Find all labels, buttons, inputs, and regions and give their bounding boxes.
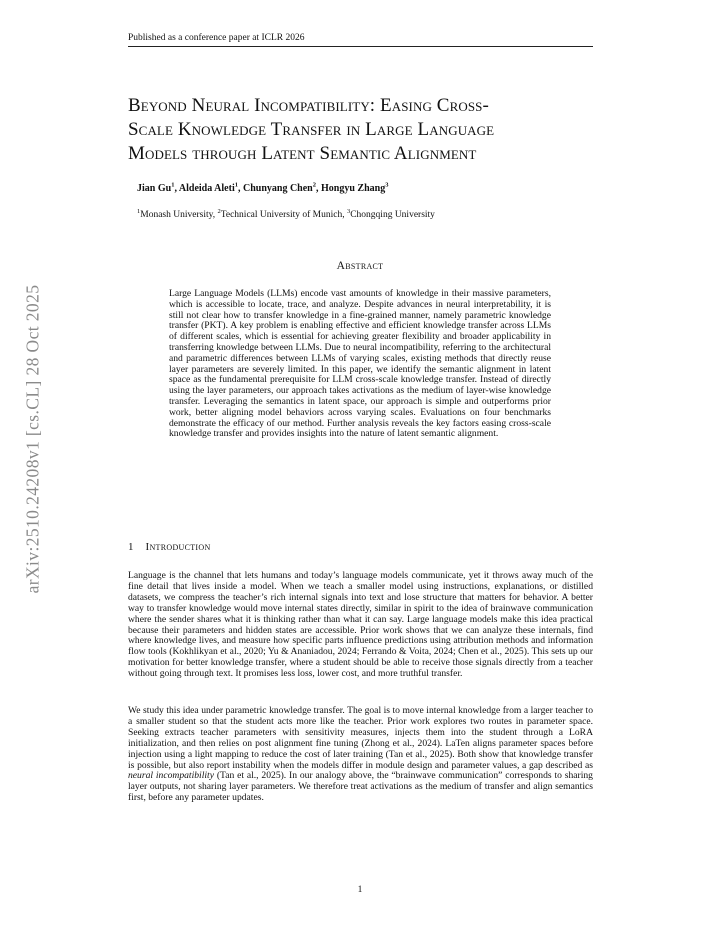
author-affiliation-mark: 2 (312, 181, 316, 189)
affiliation-mark: 2 (217, 207, 221, 215)
arxiv-identifier: arXiv:2510.24208v1 [cs.CL] 28 Oct 2025 (22, 284, 43, 594)
paper-title (128, 94, 598, 166)
page-number: 1 (357, 885, 363, 895)
author-list: Jian Gu$^1$, Aldeida Aleti$^1$, Chunyang Chen$^2$, Hongyu Zhang$^3$ (137, 181, 389, 194)
paragraph-text: We study this idea under parametric knowledge transfer. The goal is to move internal knowledge from a larger teacher to a smaller student so that the student acts more like the teacher. Prior work explores two routes in parameter space. Seeking extracts teacher parameters with sensitivity measures, injects them into the student through a LoRA initialization, and then relies on post alignment fine tuning (Zhong et al., 2024). LaTen aligns parameter spaces before injection using a light mapping to reduce the cost of later training (Tan et al., 2025). Both show that knowledge transfer is possible, but also report instability when the models differ in module design and parameter values, a gap described as (128, 705, 593, 771)
arxiv-sidebar-stamp (18, 264, 48, 614)
paragraph-text: (Tan et al., 2025). In our analogy above, the “brainwave communication” corresponds to sharing layer outputs, not sharing layer parameters. We therefore treat activations as the medium of transfer and align semantics first, before any parameter updates. (128, 770, 593, 804)
title-line-3: Models through Latent Semantic Alignment (128, 143, 477, 164)
author-affiliation-mark: 3 (385, 181, 389, 189)
header-rule (128, 46, 593, 47)
author-affiliation-mark: 1 (171, 181, 175, 189)
intro-paragraph-2 (128, 706, 593, 804)
author-name: Aldeida Aleti (178, 183, 235, 194)
affiliations (137, 207, 435, 220)
affiliation-mark: 1 (137, 207, 141, 215)
section-heading (128, 541, 211, 553)
emphasized-term: neural incompatibility (128, 770, 214, 782)
affiliation-name: Technical University of Munich, (220, 210, 347, 220)
author-name: Hongyu Zhang (321, 183, 386, 194)
affiliation-name: Chongqing University (350, 210, 435, 220)
section-title: Introduction (145, 541, 211, 553)
section-number: 1 (128, 541, 134, 553)
title-line-1: Beyond Neural Incompatibility: Easing Cross- (128, 95, 489, 116)
affiliation-name: Monash University, (140, 210, 218, 220)
running-header: Published as a conference paper at ICLR 2026 (128, 33, 305, 43)
intro-paragraph-1: Language is the channel that lets humans and today’s language models communicate, yet it throws away much of the fine detail that lives inside a model. When we teach a smaller model using instructions, explanations, or distilled datasets, we compress the teacher’s rich internal signals into text and lose structure that matters for behavior. A better way to transfer knowledge would move internal states directly, similar in spirit to the idea of brainwave communication where the sender shares what it is thinking rather than what it can say. Large language models make this idea practical because their parameters and hidden states are accessible. Prior work shows that we can analyze these internals, find where knowledge lives, and measure how specific parts influence predictions using attribution methods and information flow tools (Kokhlikyan et al., 2020; Yu & Ananiadou, 2024; Ferrando & Voita, 2024; Chen et al., 2025). This sets up our motivation for better knowledge transfer, where a student should be able to receive those signals directly from a teacher without going through text. It promises less loss, lower cost, and more truthful transfer. (128, 570, 593, 680)
title-line-2: Scale Knowledge Transfer in Large Language (128, 119, 495, 140)
abstract-text: Large Language Models (LLMs) encode vast amounts of knowledge in their massive parameters, which is accessible to locate, trace, and analyze. Despite advances in neural interpretability, it is still not clear how to transfer knowledge in a fine-grained manner, namely parametric knowledge transfer (PKT). A key problem is enabling effective and efficient knowledge transfer across LLMs of different scales, which is essential for achieving greater flexibility and broader applicability in transferring knowledge between LLMs. Due to neural incompatibility, referring to the architectural and parametric differences between LLMs of varying scales, existing methods that directly reuse layer parameters are severely limited. In this paper, we identify the semantic alignment in latent space as the fundamental prerequisite for LLM cross-scale knowledge transfer. Instead of directly using the layer parameters, our approach takes activations as the medium of layer-wise knowledge transfer. Leveraging the semantics in latent space, our approach is simple and outperforms prior work, better aligning model behaviors across varying scales. Evaluations on four benchmarks demonstrate the efficacy of our method. Further analysis reveals the key factors easing cross-scale knowledge transfer and provides insights into the nature of latent semantic alignment. (169, 288, 551, 440)
abstract-heading: Abstract (336, 260, 384, 272)
affiliation-mark: 3 (346, 207, 351, 215)
author-affiliation-mark: 1 (234, 181, 238, 189)
author-name: Jian Gu (137, 183, 172, 194)
author-name: Chunyang Chen (242, 183, 313, 194)
